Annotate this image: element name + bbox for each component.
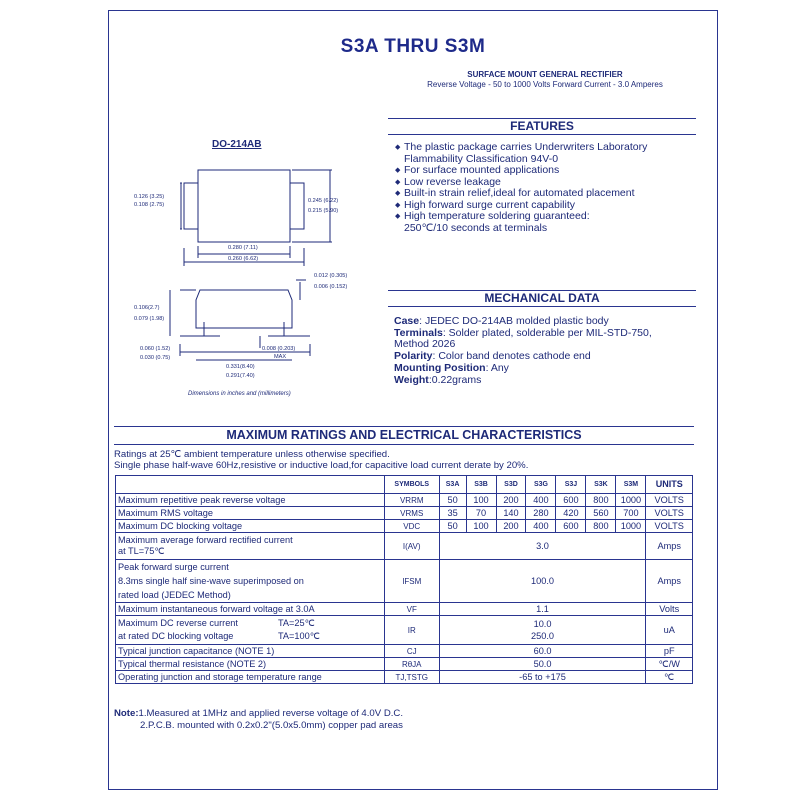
table-row: Typical thermal resistance (NOTE 2) RθJA 50.0 ℃/W (116, 658, 693, 671)
dim-total-length-max: 0.331(8.40) (226, 364, 255, 370)
mechanical-data: Case: JEDEC DO-214AB molded plastic body Terminals: Solder plated, solderable per MIL-STD-750, Method 2026 Polarity: Color band denotes cathode end Mounting Position: Any Weight:0.22grams (394, 315, 652, 386)
package-drawing (120, 150, 390, 400)
dim-lead-length-min: 0.030 (0.75) (140, 355, 171, 361)
list-item: ◆ Built-in strain relief,ideal for automated placement (395, 187, 635, 199)
dim-body-height-max: 0.245 (6.22) (308, 198, 339, 204)
table-header-row: SYMBOLS S3A S3B S3D S3G S3J S3K S3M UNITS (116, 476, 693, 494)
list-item: Flammability Classification 94V-0 (404, 152, 559, 165)
lead-left (184, 183, 198, 229)
page-subtitle: SURFACE MOUNT GENERAL RECTIFIER (467, 70, 623, 79)
page-title: S3A THRU S3M (340, 36, 486, 57)
features-heading: FEATURES (388, 118, 696, 135)
list-item: ◆ High forward surge current capability (395, 198, 575, 211)
table-row: Maximum DC reverse current TA=25℃ at rated DC blocking voltage TA=100℃ IR 10.0 250.0 uA (116, 616, 693, 645)
features-list (395, 142, 695, 234)
dim-lead-thickness-max: 0.012 (0.305) (314, 273, 348, 279)
dim-lead-height-max: 0.126 (3.25) (134, 194, 165, 200)
package-name: DO-214AB (212, 139, 262, 150)
list-item: 250℃/10 seconds at terminals (404, 221, 548, 234)
table-row: Peak forward surge current 8.3ms single half sine-wave superimposed on rated load (JEDEC Method) IFSM 100.0 Amps (116, 560, 693, 603)
dim-lead-thickness-min: 0.006 (0.152) (314, 284, 348, 290)
dim-body-height-min: 0.215 (5.90) (308, 208, 339, 214)
table-row: Maximum repetitive peak reverse voltage VRRM 50 100 200 400 600 800 1000 VOLTS (116, 494, 693, 507)
dim-side-height-max: 0.106(2.7) (134, 305, 160, 311)
table-row: Maximum DC blocking voltage VDC 50 100 200 400 600 800 1000 VOLTS (116, 520, 693, 533)
list-item: ◆ Low reverse leakage (395, 175, 501, 188)
table-row: Operating junction and storage temperature range TJ,TSTG -65 to +175 ℃ (116, 671, 693, 684)
package-body-top (198, 170, 290, 242)
dimensions-note: Dimensions in inches and (millimeters) (188, 391, 291, 397)
list-item: ◆ The plastic package carries Underwriters Laboratory (395, 141, 648, 153)
lead-right (290, 183, 304, 229)
dim-total-length-min: 0.291(7.40) (226, 373, 255, 379)
ratings-notes: Ratings at 25℃ ambient temperature unless otherwise specified. Single phase half-wave 60Hz,resistive or inductive load,for capacitive load current derate by 20%. (114, 449, 529, 472)
list-item: ◆ For surface mounted applications (395, 164, 560, 176)
package-body-side (196, 290, 292, 328)
dim-lead-height-min: 0.108 (2.75) (134, 202, 165, 208)
dim-side-height-min: 0.079 (1.98) (134, 316, 165, 322)
ratings-heading: MAXIMUM RATINGS AND ELECTRICAL CHARACTERISTICS (114, 426, 694, 445)
list-item: ◆ High temperature soldering guaranteed: (395, 210, 590, 222)
mechanical-heading: MECHANICAL DATA (388, 290, 696, 307)
dim-body-width-max: 0.280 (7.11) (228, 245, 258, 251)
dim-standoff-max: 0.008 (0.203) (262, 346, 296, 352)
dim-standoff-note: MAX (274, 354, 287, 360)
ratings-table (115, 475, 693, 684)
dim-lead-length-max: 0.060 (1.52) (140, 346, 171, 352)
table-row: Maximum average forward rectified current at TL=75℃ I(AV) 3.0 Amps (116, 533, 693, 560)
page-subline: Reverse Voltage - 50 to 1000 Volts Forward Current - 3.0 Amperes (427, 80, 663, 89)
table-row: Maximum instantaneous forward voltage at 3.0A VF 1.1 Volts (116, 603, 693, 616)
table-row: Typical junction capacitance (NOTE 1) CJ 60.0 pF (116, 645, 693, 658)
footnotes: Note:1.Measured at 1MHz and applied reverse voltage of 4.0V D.C. 2.P.C.B. mounted with 0.2x0.2"(5.0x5.0mm) copper pad areas (114, 708, 404, 732)
dim-body-width-min: 0.260 (6.62) (228, 256, 259, 262)
table-row: Maximum RMS voltage VRMS 35 70 140 280 420 560 700 VOLTS (116, 507, 693, 520)
